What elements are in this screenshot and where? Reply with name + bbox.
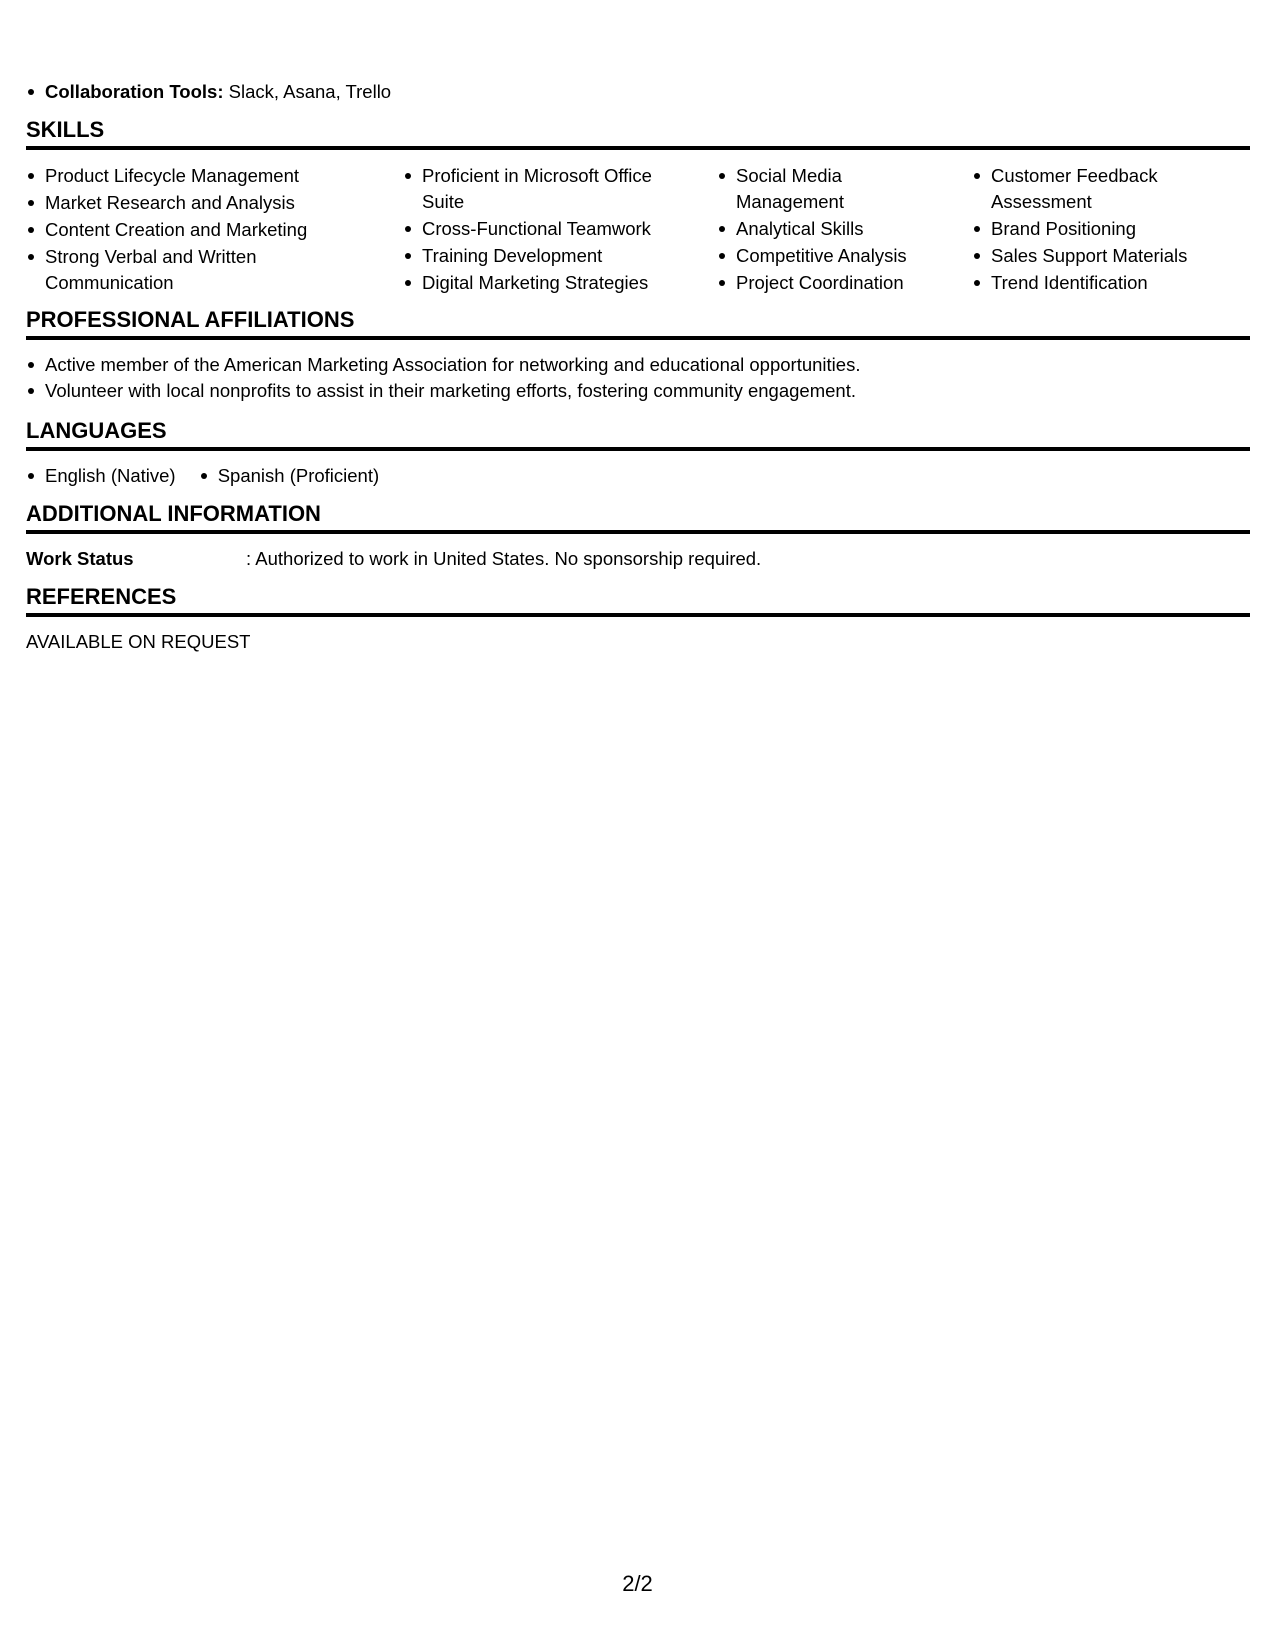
- skill-item: Analytical Skills: [717, 216, 927, 242]
- skill-item: Social Media Management: [717, 163, 876, 215]
- language-item: English (Native): [26, 463, 176, 489]
- references-heading: REFERENCES: [26, 583, 1250, 617]
- collaboration-tools-value: Slack, Asana, Trello: [223, 81, 392, 102]
- skill-item: Digital Marketing Strategies: [403, 270, 673, 296]
- skill-item: Sales Support Materials: [972, 243, 1222, 269]
- skills-columns: [26, 163, 1250, 293]
- skill-item: Market Research and Analysis: [26, 190, 366, 216]
- skills-heading: SKILLS: [26, 116, 1250, 150]
- skill-item: Trend Identification: [972, 270, 1222, 296]
- page-number: 2/2: [622, 1571, 653, 1596]
- skills-column-1: [26, 163, 366, 297]
- affiliations-list: [26, 352, 1250, 404]
- skills-column-3: [717, 163, 927, 297]
- skill-item: Project Coordination: [717, 270, 927, 296]
- skill-item: Training Development: [403, 243, 673, 269]
- skill-item: Brand Positioning: [972, 216, 1222, 242]
- skill-item: Content Creation and Marketing: [26, 217, 366, 243]
- skills-column-4: [972, 163, 1222, 297]
- skill-item: Cross-Functional Teamwork: [403, 216, 673, 242]
- skill-item: Proficient in Microsoft Office Suite: [403, 163, 673, 215]
- references-text: AVAILABLE ON REQUEST: [26, 631, 251, 652]
- collaboration-tools-list: [26, 79, 391, 105]
- languages-list: [26, 463, 397, 489]
- affiliation-item: Volunteer with local nonprofits to assist in their marketing efforts, fostering community engagement.: [26, 378, 1250, 404]
- affiliation-item: Active member of the American Marketing Association for networking and educational opportunities.: [26, 352, 1250, 378]
- work-status-value: : Authorized to work in United States. No sponsorship required.: [246, 548, 762, 569]
- skill-item: Competitive Analysis: [717, 243, 927, 269]
- skill-item: Product Lifecycle Management: [26, 163, 366, 189]
- skill-item: Strong Verbal and Written Communication: [26, 244, 285, 296]
- list-item: [26, 79, 391, 105]
- affiliations-heading: PROFESSIONAL AFFILIATIONS: [26, 306, 1250, 340]
- additional-info-heading: ADDITIONAL INFORMATION: [26, 500, 1250, 534]
- collaboration-tools-label: Collaboration Tools:: [45, 81, 224, 102]
- work-status-label: Work Status: [26, 548, 134, 569]
- language-item: Spanish (Proficient): [199, 463, 379, 489]
- skills-column-2: [403, 163, 673, 297]
- skill-item: Customer Feedback Assessment: [972, 163, 1181, 215]
- languages-heading: LANGUAGES: [26, 417, 1250, 451]
